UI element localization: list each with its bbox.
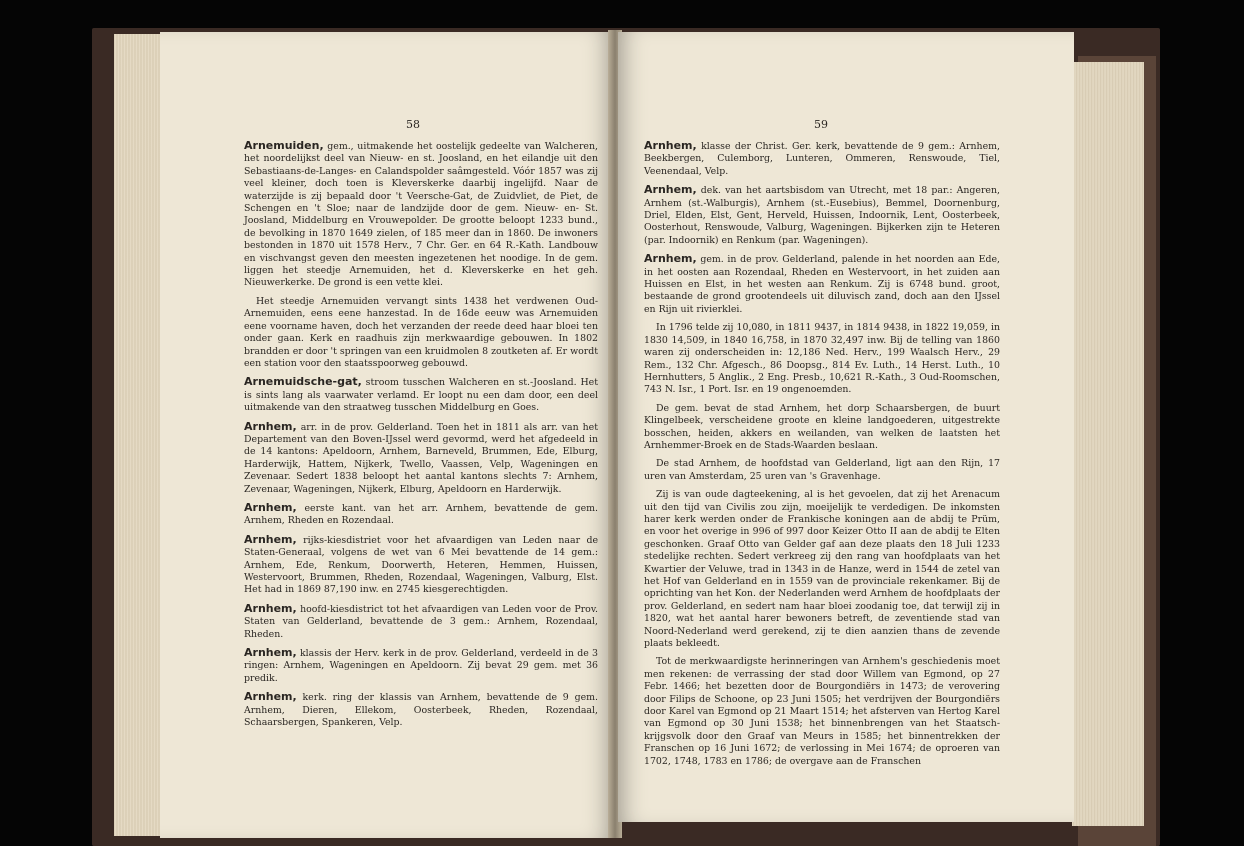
entry-headword: Arnhem, [244, 532, 297, 546]
page-edges-left [114, 34, 162, 836]
page-text [644, 140, 1000, 774]
entry-paragraph [644, 403, 1000, 453]
entry-headword: Arnhem, [244, 646, 297, 660]
entry-paragraph [244, 603, 598, 641]
page-number: 59 [814, 118, 828, 131]
entry-paragraph [244, 140, 598, 290]
entry-body: klasse der Christ. Ger. kerk, bevattende de 9 gem.: Arnhem, Beekbergen, Culemborg, Lunteren, Ommeren, Renswoude, Tiel, Veenendaal, Velp. [644, 141, 1001, 177]
page-number: 58 [406, 118, 420, 131]
entry-paragraph [244, 296, 598, 370]
page-text [244, 140, 598, 735]
entry-paragraph [644, 489, 1000, 650]
entry-headword: Arnhem, [644, 252, 697, 266]
entry-body: dek. van het aartsbisdom van Utrecht, met 18 par.: Angeren, Arnhem (st.-Walburgis), Arnhem (st.-Eusebius), Bemmel, Doornenburg, Driel, Elden, Elst, Gent, Herveld, Huissen, Indoornik, Lent, Oosterbeek, Oosterhout, Renswoude, Valburg, Wageningen. Bijkerken zijn te Heteren (par. Indoornik) en Renkum (par. Wageningen). [644, 185, 1000, 246]
entry-paragraph [644, 656, 1000, 768]
entry-headword: Arnhem, [644, 183, 697, 197]
entry-paragraph [644, 322, 1000, 396]
entry-body: Tot de merkwaardigste herinneringen van Arnhem's geschiedenis moet men rekenen: de verrassing der stad door Willem van Egmond, op 27 Febr. 1466; het bezetten door de Bourgondiërs in 1473; de verovering door Filips de Schoone, op 23 Juni 1505; het verdrijven der Bourgondiërs door Karel van Egmond op 21 Maart 1514; het afsterven van Hertog Karel van Egmond op 30 Juni 1538; het binnenbrengen van het Staatsch-krijgsvolk door den Graaf van Meurs in 1585; het binnentrekken der Franschen op 16 Juni 1672; de verlossing in Mei 1674; de oproeren van 1702, 1748, 1783 en 1786; de overgave aan de Franschen [644, 656, 1000, 767]
entry-body: Het steedje Arnemuiden vervangt sints 1438 het verdwenen Oud-Arnemuiden, eens eene hanzestad. In de 16de eeuw was Arnemuiden eene voorname haven, doch het verzanden der reede deed haar bloei ten onder gaan. Kerk en raadhuis zijn merkwaardige gebouwen. In 1802 brandden er door 't springen van een kruidmolen 8 zoutketen af. Er wordt een station voor den staatsspoorweg gebouwd. [244, 295, 598, 369]
entry-body: De gem. bevat de stad Arnhem, het dorp Schaarsbergen, de buurt Klingelbeek, verscheidene groote en kleine landgoederen, uitgestrekte bosschen, heiden, akkers en weilanden, van welken de laatsten het Arnhemmer-Broek en de Stads-Waarden beslaan. [644, 402, 1000, 451]
entry-paragraph [244, 534, 598, 597]
entry-paragraph [644, 458, 1000, 483]
entry-body: eerste kant. van het arr. Arnhem, bevattende de gem. Arnhem, Rheden en Rozendaal. [244, 502, 599, 527]
entry-body: Zij is van oude dagteekening, al is het gevoelen, dat zij het Arenacum uit den tijd van Civilis zou zijn, moeijelijk te verdedigen. De inkomsten harer kerk werden onder de Frankische koningen aan de abdij te Prüm, en voor het overige in 996 of 997 door Keizer Otto II aan de abdij te Elten geschonken. Graaf Otto van Gelder gaf aan deze plaats den 18 Juli 1233 stedelijke rechten. Sedert verkreeg zij den rang van hoofdplaats van het Kwartier der Veluwe, trad in 1343 in de Hanze, werd in 1544 de zetel van het Hof van Gelderland en in 1559 van de provinciale rekenkamer. Bij de oprichting van het Kon. der Nederlanden werd Arnhem de hoofdplaats der prov. Gelderland, en sedert nam haar bloei zoodanig toe, dat terwijl zij in 1820, wat het aantal harer bewoners betreft, de zeventiende stad van Noord-Nederland werd gerekend, zij te dien aanzien thans de zevende plaats bekleedt. [644, 489, 1000, 650]
entry-body: klassis der Herv. kerk in de prov. Gelderland, verdeeld in de 3 ringen: Arnhem, Wageningen en Apeldoorn. Zij bevat 29 gem. met 36 predik. [244, 648, 598, 684]
entry-headword: Arnhem, [644, 139, 697, 152]
entry-headword: Arnemuidsche-gat, [244, 375, 362, 389]
entry-headword: Arnhem, [244, 690, 297, 704]
entry-paragraph [244, 376, 598, 414]
entry-body: hoofd-kiesdistrict tot het afvaardigen van Leden voor de Prov. Staten van Gelderland, bevattende de 3 gem.: Arnhem, Rozendaal, Rheden. [244, 603, 598, 640]
entry-paragraph [644, 184, 1000, 247]
entry-headword: Arnhem, [244, 419, 297, 433]
entry-paragraph [244, 421, 598, 496]
entry-body: gem., uitmakende het oostelijk gedeelte van Walcheren, het noordelijkst deel van Nieuw- en st. Joosland, en het eilandje uit den Sebastiaans-de-Langes- en Calandspolder saâmgesteld. Vóór 1857 was zij veel kleiner, doch toen is Kleverskerke daarbij ingelijfd. Naar de waterzijde is zij bepaald door 't Veersche-Gat, de Zuidvliet, de Piet, de Schengen en 't Sloe; naar de landzijde door de gem. Nieuw- en- St. Joosland, Middelburg en Vrouwepolder. De grootte beloopt 1233 bund., de bevolking in 1870 1649 zielen, of 185 meer dan in 1860. De inwoners bestonden in 1870 uit 1578 Herv., 7 Chr. Ger. en 64 R.-Kath. Landbouw en vischvangst geven den meesten ingezetenen het noodige. In de gem. liggen het steedje Arnemuiden, het d. Kleverskerke en het geh. Nieuwerkerke. De grond is een vette klei. [244, 141, 598, 289]
entry-headword: Arnhem, [244, 601, 297, 615]
entry-headword: Arnhem, [244, 500, 297, 514]
entry-paragraph [244, 691, 598, 729]
entry-body: rijks-kiesdistriet voor het afvaardigen van Leden naar de Staten-Generaal, volgens de wet van 6 Mei bevattende de 14 gem.: Arnhem, Ede, Renkum, Doorwerth, Heteren, Hemmen, Huissen, Westervoort, Brummen, Rheden, Rozendaal, Wageningen, Valburg, Elst. Het had in 1869 87,190 inw. en 2745 kiesgerechtigden. [244, 534, 599, 596]
left-page [160, 32, 612, 838]
entry-body: De stad Arnhem, de hoofdstad van Gelderland, ligt aan den Rijn, 17 uren van Amsterdam, 25 uren van 's Gravenhage. [644, 458, 1000, 482]
entry-body: In 1796 telde zij 10,080, in 1811 9437, in 1814 9438, in 1822 19,059, in 1830 14,509, in 1840 16,758, in 1870 32,497 inw. Bij de telling van 1860 waren zij onderscheiden in: 12,186 Ned. Herv., 199 Waalsch Herv., 29 Rem., 132 Chr. Afgesch., 86 Doopsg., 814 Ev. Luth., 14 Herst. Luth., 10 Hernhutters, 5 Angliк., 2 Eng. Presb., 10,621 R.-Kath., 3 Oud-Roomschen, 743 N. Isr., 1 Port. Isr. en 19 ongenoemden. [644, 322, 1000, 396]
entry-paragraph [244, 647, 598, 685]
entry-body: arr. in de prov. Gelderland. Toen het in 1811 als arr. van het Departement van den Boven-IJssel werd gevormd, werd het afgedeeld in de 14 kantons: Apeldoorn, Arnhem, Barneveld, Brummen, Ede, Elburg, Harderwijk, Hattem, Nijkerk, Twello, Vaassen, Velp, Wageningen en Zevenaar. Sedert 1838 beloopt het aantal kantons slechts 7: Arnhem, Zevenaar, Wageningen, Nijkerk, Elburg, Apeldoorn en Harderwijk. [244, 421, 598, 495]
entry-paragraph [644, 140, 1000, 178]
entry-paragraph [244, 502, 598, 528]
entry-body: stroom tusschen Walcheren en st.-Joosland. Het is sints lang als vaarwater verlamd. Er loopt nu een dam door, een deel uitmakende van den straatweg tusschen Middelburg en Goes. [244, 377, 598, 414]
entry-headword: Arnemuiden, [244, 139, 324, 152]
page-edges-right [1072, 62, 1144, 826]
entry-body: kerk. ring der klassis van Arnhem, bevattende de 9 gem. Arnhem, Dieren, Ellekom, Oosterbeek, Rheden, Rozendaal, Schaarsbergen, Spankeren, Velp. [244, 692, 598, 729]
entry-body: gem. in de prov. Gelderland, palende in het noorden aan Ede, in het oosten aan Rozendaal, Rheden en Westervoort, in het zuiden aan Huissen en Elst, in het westen aan Renkum. Zij is 6748 bund. groot, bestaande de grond grootendeels uit diluvisch zand, doch aan den IJssel en Rijn uit rivierklei. [644, 254, 1000, 315]
right-page [618, 32, 1074, 822]
entry-paragraph [644, 253, 1000, 316]
